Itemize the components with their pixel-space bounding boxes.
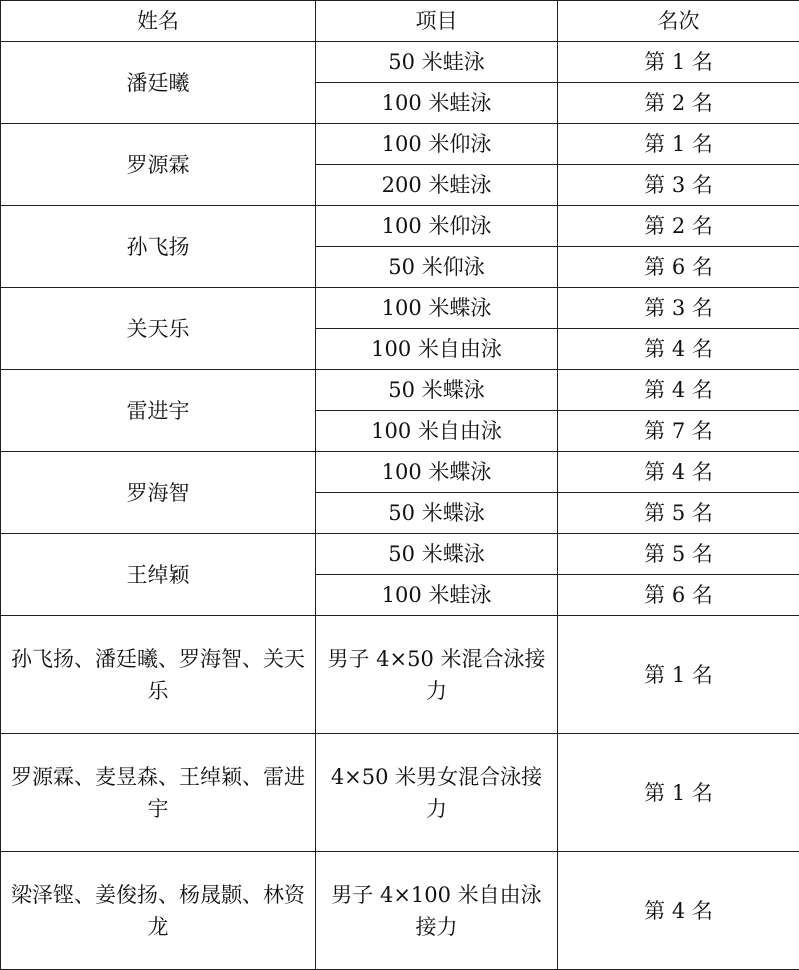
athlete-name: 雷进宇	[1, 370, 316, 452]
rank-cell: 第 4 名	[558, 370, 799, 411]
relay-rank-cell: 第 1 名	[558, 734, 799, 852]
athlete-name: 罗源霖	[1, 124, 316, 206]
rank-cell: 第 4 名	[558, 329, 799, 370]
event-cell: 100 米蛙泳	[316, 575, 558, 616]
event-cell: 100 米自由泳	[316, 411, 558, 452]
event-cell: 200 米蛙泳	[316, 165, 558, 206]
event-cell: 50 米蝶泳	[316, 534, 558, 575]
table-row	[1, 452, 799, 493]
rank-cell: 第 5 名	[558, 534, 799, 575]
relay-event-cell: 4×50 米男女混合泳接力	[316, 734, 558, 852]
relay-row	[1, 852, 799, 970]
relay-team-names: 梁泽铿、姜俊扬、杨晟颢、林资龙	[1, 852, 316, 970]
rank-cell: 第 3 名	[558, 165, 799, 206]
relay-team-names: 孙飞扬、潘廷曦、罗海智、关天乐	[1, 616, 316, 734]
rank-cell: 第 7 名	[558, 411, 799, 452]
event-cell: 100 米蝶泳	[316, 288, 558, 329]
event-cell: 50 米蛙泳	[316, 42, 558, 83]
relay-event-cell: 男子 4×100 米自由泳接力	[316, 852, 558, 970]
table-row	[1, 534, 799, 575]
table-row	[1, 124, 799, 165]
athlete-name: 关天乐	[1, 288, 316, 370]
event-cell: 100 米蛙泳	[316, 83, 558, 124]
rank-cell: 第 2 名	[558, 83, 799, 124]
table-row	[1, 370, 799, 411]
table-row	[1, 288, 799, 329]
relay-rank-cell: 第 1 名	[558, 616, 799, 734]
rank-cell: 第 1 名	[558, 42, 799, 83]
athlete-name: 王绰颖	[1, 534, 316, 616]
event-cell: 100 米仰泳	[316, 206, 558, 247]
header-row	[1, 1, 799, 42]
relay-team-names: 罗源霖、麦昱森、王绰颖、雷进宇	[1, 734, 316, 852]
event-cell: 100 米仰泳	[316, 124, 558, 165]
relay-event-cell: 男子 4×50 米混合泳接力	[316, 616, 558, 734]
event-cell: 50 米蝶泳	[316, 493, 558, 534]
header-event: 项目	[316, 1, 558, 42]
rank-cell: 第 6 名	[558, 247, 799, 288]
header-rank: 名次	[558, 1, 799, 42]
athlete-name: 潘廷曦	[1, 42, 316, 124]
relay-row	[1, 616, 799, 734]
rank-cell: 第 4 名	[558, 452, 799, 493]
rank-cell: 第 6 名	[558, 575, 799, 616]
athlete-name: 孙飞扬	[1, 206, 316, 288]
event-cell: 100 米蝶泳	[316, 452, 558, 493]
event-cell: 100 米自由泳	[316, 329, 558, 370]
athlete-name: 罗海智	[1, 452, 316, 534]
table-row	[1, 206, 799, 247]
rank-cell: 第 5 名	[558, 493, 799, 534]
event-cell: 50 米仰泳	[316, 247, 558, 288]
relay-rank-cell: 第 4 名	[558, 852, 799, 970]
event-cell: 50 米蝶泳	[316, 370, 558, 411]
relay-row	[1, 734, 799, 852]
rank-cell: 第 2 名	[558, 206, 799, 247]
rank-cell: 第 1 名	[558, 124, 799, 165]
table-row	[1, 42, 799, 83]
header-name: 姓名	[1, 1, 316, 42]
rank-cell: 第 3 名	[558, 288, 799, 329]
